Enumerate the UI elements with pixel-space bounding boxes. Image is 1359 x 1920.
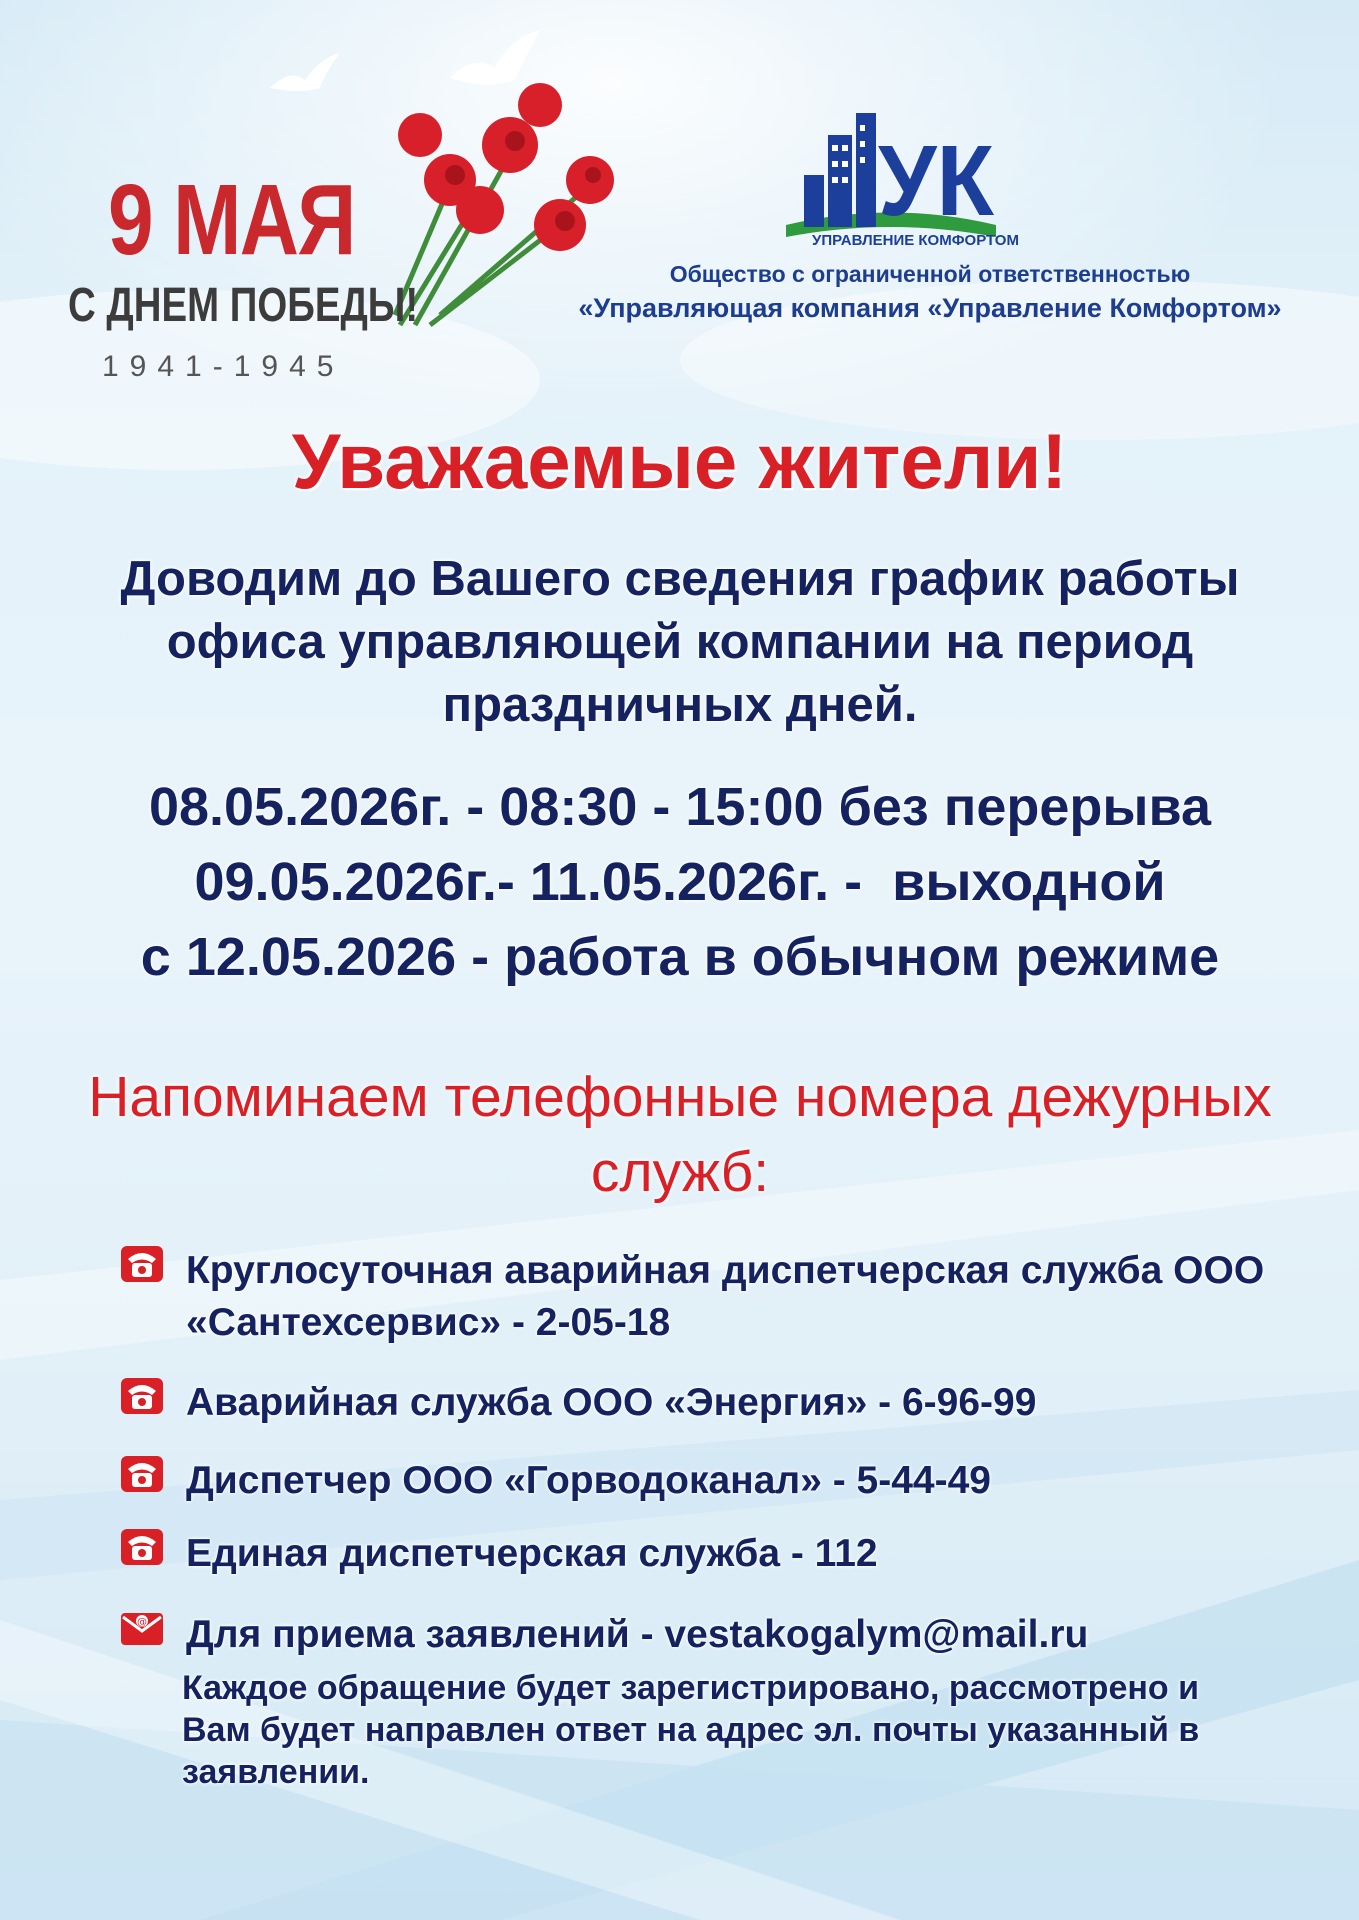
intro-text: Доводим до Вашего сведения график работы офиса управляющей компании на период праздничных дней. xyxy=(120,552,1240,732)
company-type: Общество с ограниченной ответственностью xyxy=(669,261,1191,287)
victory-greeting: С ДНЕМ ПОБЕДЫ! xyxy=(68,279,419,332)
contact-text: Круглосуточная аварийная диспетчерская служба ООО «Сантехсервис» - 2-05-18 xyxy=(186,1249,1265,1344)
page-title: Уважаемые жители! xyxy=(291,417,1068,505)
contact-note: Каждое обращение будет зарегистрировано, рассмотрено и Вам будет направлен ответ на адрес эл. почты указанный в заявлении. xyxy=(182,1669,1200,1791)
schedule-line: 09.05.2026г.- 11.05.2026г. - выходной xyxy=(194,852,1166,912)
victory-day-block xyxy=(60,20,580,383)
schedule-line: с 12.05.2026 - работа в обычном режиме xyxy=(140,927,1220,987)
phone-icon xyxy=(120,1455,164,1493)
logo-caption: УПРАВЛЕНИЕ КОМФОРТОМ xyxy=(812,232,1019,249)
phone-icon xyxy=(120,1245,164,1283)
logo-letters: УК xyxy=(878,125,995,237)
company-name: «Управляющая компания «Управление Комфортом» xyxy=(578,293,1282,323)
company-logo-block xyxy=(560,105,1300,335)
reminder-heading: Напоминаем телефонные номера дежурных служб: xyxy=(88,1065,1272,1204)
email-icon xyxy=(120,1609,164,1647)
contact-text: Аварийная служба ООО «Энергия» - 6-96-99 xyxy=(186,1381,1037,1424)
schedule-list xyxy=(60,770,1300,995)
svg-text:@: @ xyxy=(137,1617,147,1628)
contact-text: Диспетчер ООО «Горводоканал» - 5-44-49 xyxy=(186,1459,991,1502)
victory-day-title: 9 МАЯ xyxy=(108,164,355,276)
phone-icon xyxy=(120,1377,164,1415)
contact-email: Для приема заявлений - vestakogalym@mail.ru xyxy=(186,1613,1089,1656)
schedule-line: 08.05.2026г. - 08:30 - 15:00 без перерыва xyxy=(148,777,1212,837)
contact-text: Единая диспетчерская служба - 112 xyxy=(186,1532,878,1575)
victory-years: 1941-1945 xyxy=(102,350,345,383)
phone-icon xyxy=(120,1528,164,1566)
